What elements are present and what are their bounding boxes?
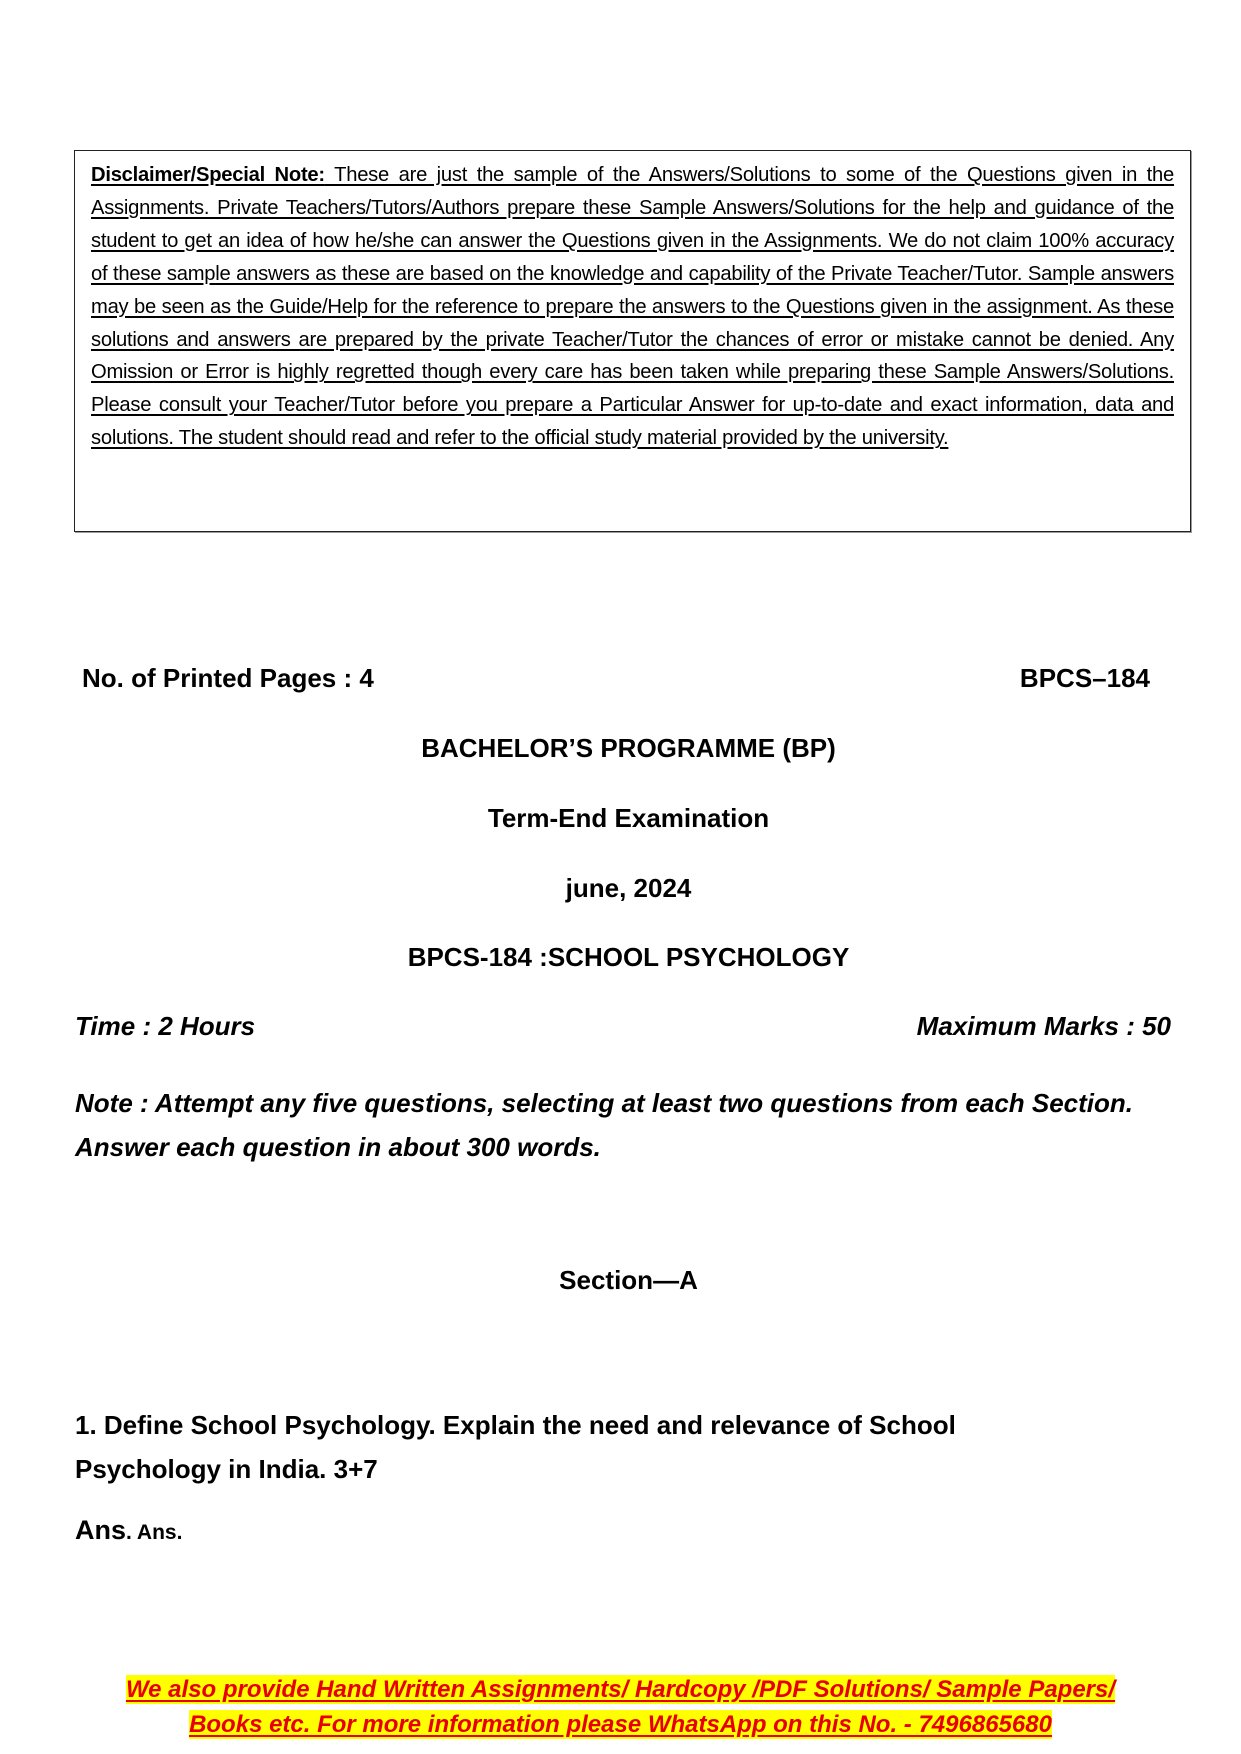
- disclaimer-label: Disclaimer/Special Note:: [91, 164, 325, 186]
- printed-pages-count: No. of Printed Pages : 4: [82, 663, 374, 693]
- answer-label-large: Ans: [75, 1515, 127, 1545]
- promo-banner: [0, 1672, 1241, 1742]
- answer-label-small: . Ans.: [126, 1521, 183, 1544]
- paper-code: BPCS–184: [1019, 663, 1150, 693]
- exam-duration: Time : 2 Hours: [75, 1011, 256, 1041]
- course-title: BPCS-184 :SCHOOL PSYCHOLOGY: [407, 942, 850, 972]
- disclaimer-text: [91, 159, 1174, 455]
- promo-line-1: We also provide Hand Written Assignments/ Hardcopy /PDF Solutions/ Sample Papers/: [125, 1676, 1116, 1703]
- promo-line-2: Books etc. For more information please WhatsApp on this No. - 7496865680: [189, 1711, 1052, 1738]
- question-1: 1. Define School Psychology. Explain the need and relevance of School Psychology in India. 3+7: [75, 1410, 956, 1484]
- exam-type: Term-End Examination: [487, 803, 770, 833]
- maximum-marks: Maximum Marks : 50: [916, 1011, 1171, 1041]
- programme-title: BACHELOR’S PROGRAMME (BP): [421, 733, 836, 763]
- disclaimer-body: These are just the sample of the Answers/Solutions to some of the Questions given in the Assignments. Private Teachers/Tutors/Authors prepare these Sample Answers/Solutions for the help and guidance of the student to get an idea of how he/she can answer the Questions given in the Assignments. We do not claim 100% accuracy of these sample answers as these are based on the knowledge and capability of the Private Teacher/Tutor. Sample answers may be seen as the Guide/Help for the reference to prepare the answers to the Questions given in the assignment. As these solutions and answers are prepared by the private Teacher/Tutor the chances of error or mistake cannot be denied. Any Omission or Error is highly regretted though every care has been taken while preparing these Sample Answers/Solutions. Please consult your Teacher/Tutor before you prepare a Particular Answer for up-to-date and exact information, data and solutions. The student should read and refer to the official study material provided by the university.: [91, 164, 1174, 450]
- answer-label: [75, 1513, 182, 1552]
- exam-instructions-note: Note : Attempt any five questions, selecting at least two questions from each Section. Answer each question in about 300 words.: [75, 1088, 1134, 1162]
- section-heading: Section—A: [559, 1265, 698, 1295]
- disclaimer-box: [74, 150, 1191, 532]
- exam-date: june, 2024: [565, 873, 692, 903]
